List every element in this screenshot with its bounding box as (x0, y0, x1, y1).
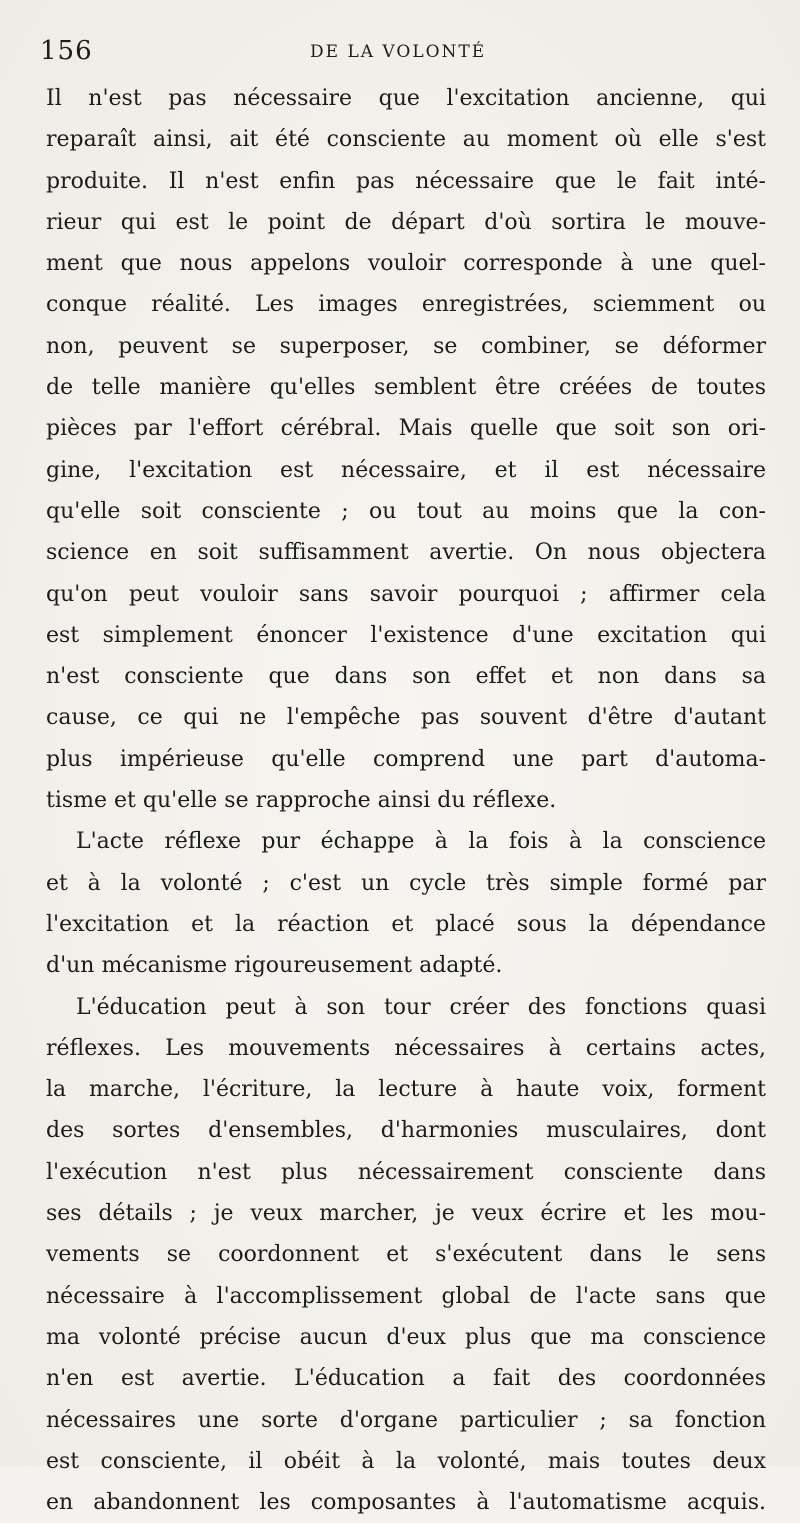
text-line: qu'on peut vouloir sans savoir pourquoi ; affirmer cela (46, 581, 766, 607)
running-title: DE LA VOLONTÉ (310, 42, 487, 62)
text-line: tisme et qu'elle se rapproche ainsi du réflexe. (46, 788, 557, 814)
text-line: Il n'est pas nécessaire que l'excitation ancienne, qui (46, 86, 766, 111)
text-line: n'est consciente que dans son effet et non dans sa (46, 664, 766, 690)
text-line: l'excitation et la réaction et placé sous la dépendance (46, 911, 766, 937)
text-line: d'un mécanisme rigoureusement adapté. (46, 953, 503, 979)
text-line: n'en est avertie. L'éducation a fait des coordonnées (46, 1366, 766, 1392)
text-line: L'éducation peut à son tour créer des fonctions quasi (76, 994, 766, 1020)
text-line: non, peuvent se superposer, se combiner, se déformer (46, 333, 766, 359)
text-line: ses détails ; je veux marcher, je veux écrire et les mou- (46, 1201, 766, 1227)
text-line: plus impérieuse qu'elle comprend une part d'automa- (46, 746, 766, 772)
text-line: l'exécution n'est plus nécessairement consciente dans (46, 1159, 766, 1185)
text-line: reparaît ainsi, ait été consciente au moment où elle s'est (46, 127, 766, 153)
text-line: est simplement énoncer l'existence d'une excitation qui (46, 622, 766, 648)
text-line: rieur qui est le point de départ d'où sortira le mouve- (46, 209, 766, 235)
text-line: et à la volonté ; c'est un cycle très simple formé par (46, 870, 766, 896)
text-line: de telle manière qu'elles semblent être créées de toutes (46, 375, 766, 401)
text-line: nécessaire à l'accomplissement global de l'acte sans que (46, 1283, 766, 1309)
text-line: ment que nous appelons vouloir corresponde à une quel- (46, 251, 766, 277)
text-line: en abandonnent les composantes à l'automatisme acquis. (46, 1490, 766, 1516)
text-line: réflexes. Les mouvements nécessaires à certains actes, (46, 1035, 766, 1061)
text-line: produite. Il n'est enfin pas nécessaire que le fait inté- (46, 168, 766, 194)
text-line: science en soit suffisamment avertie. On nous objectera (46, 540, 766, 566)
text-line: est consciente, il obéit à la volonté, mais toutes deux (46, 1448, 766, 1474)
text-line: la marche, l'écriture, la lecture à haute voix, forment (46, 1077, 766, 1103)
text-line: cause, ce qui ne l'empêche pas souvent d'être d'autant (46, 705, 766, 731)
body-text (46, 78, 766, 1523)
page-number: 156 (40, 36, 93, 66)
text-line: gine, l'excitation est nécessaire, et il est nécessaire (46, 457, 766, 483)
text-line: conque réalité. Les images enregistrées, sciemment ou (46, 292, 766, 318)
text-line: ma volonté précise aucun d'eux plus que ma conscience (46, 1324, 766, 1350)
text-line: nécessaires une sorte d'organe particulier ; sa fonction (46, 1407, 766, 1433)
text-line: pièces par l'effort cérébral. Mais quelle que soit son ori- (46, 416, 766, 442)
text-line: vements se coordonnent et s'exécutent dans le sens (46, 1242, 766, 1268)
text-line: des sortes d'ensembles, d'harmonies musculaires, dont (46, 1118, 766, 1144)
text-line: L'acte réflexe pur échappe à la fois à la conscience (76, 829, 766, 855)
text-line: qu'elle soit consciente ; ou tout au moins que la con- (46, 498, 766, 524)
running-head (0, 36, 800, 70)
